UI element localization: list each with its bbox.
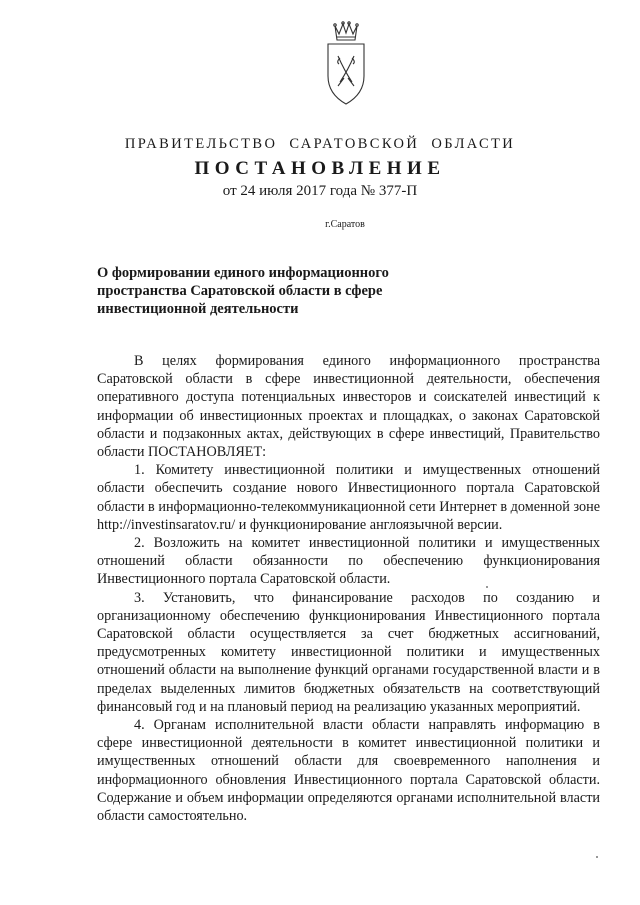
document-date-number: от 24 июля 2017 года № 377-П <box>222 183 418 199</box>
coat-of-arms-icon <box>318 20 374 110</box>
document-body <box>97 352 600 825</box>
scan-speck <box>596 856 598 858</box>
document-type: ПОСТАНОВЛЕНИЕ <box>194 158 446 179</box>
document-subject: О формировании единого информационного пространства Саратовской области в сфере инвестиционной деятельности <box>97 265 389 317</box>
preamble-paragraph: В целях формирования единого информационного пространства Саратовской области в сфере инвестиционной деятельности, обеспечения оперативного доступа потенциальных инвесторов и соискателей инвестиций к информации об инвестиционных проектах и площадках, о законах Саратовской области и подзаконных актах, действующих в сфере инвестиций, Правительство области ПОСТАНОВЛЯЕТ: <box>97 353 600 461</box>
clause-paragraph-4: 4. Органам исполнительной власти области направлять информацию в сфере инвестиционной деятельности в комитет инвестиционной политики и имущественных отношений области для своевременного наполнения и информационного обновления Инвестиционного портала Саратовской области. Содержание и объем информации определяются органами исполнительной власти области самостоятельно. <box>97 717 600 825</box>
clause-paragraph-3: 3. Установить, что финансирование расходов по созданию и организационному обеспечению функционирования Инвестиционного портала Саратовской области осуществляется за счет бюджетных ассигнований, предусмотренных комитету инвестиционной политики и имущественных отношений области на выполнение функций органами государственной власти и в пределах выделенных лимитов бюджетных обязательств на соответствующий финансовый год и на плановый период на реализацию указанных мероприятий. <box>97 589 600 715</box>
scan-speck <box>486 586 488 588</box>
government-name: ПРАВИТЕЛЬСТВО САРАТОВСКОЙ ОБЛАСТИ <box>124 136 516 152</box>
clause-paragraph-2: 2. Возложить на комитет инвестиционной политики и имущественных отношений области обязанности по обеспечению функционирования Инвестиционного портала Саратовской области. <box>97 535 600 588</box>
clause-paragraph-1: 1. Комитету инвестиционной политики и имущественных отношений области обеспечить создание нового Инвестиционного портала Саратовской области в информационно-телекоммуникационной сети Интернет в доменной зоне http://investinsaratov.ru/ и функционирование англоязычной версии. <box>97 462 600 533</box>
document-city: г.Саратов <box>325 219 365 230</box>
